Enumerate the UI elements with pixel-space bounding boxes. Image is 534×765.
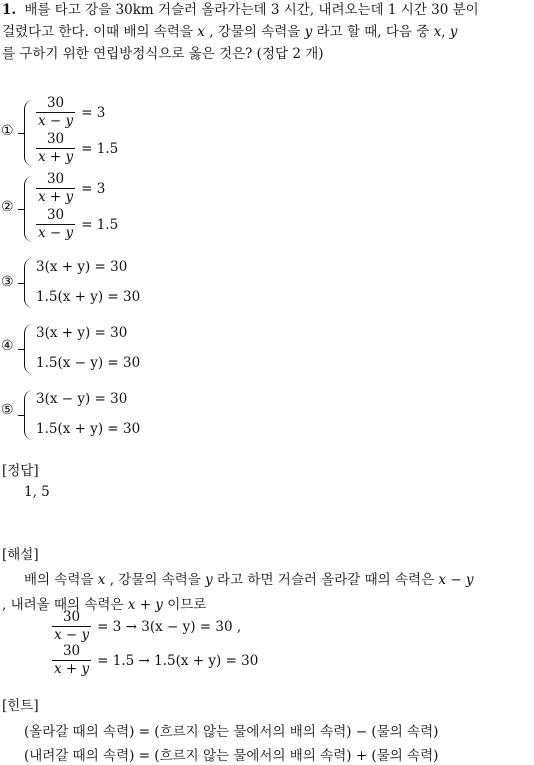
expression: x − y: [438, 572, 474, 588]
fraction: [36, 172, 75, 205]
fraction: [52, 644, 91, 677]
question-text-1: 배를 타고 강을 30km 거슬러 올라가는데 3 시간, 내려오는데 1 시간 30 분이: [24, 2, 479, 18]
numerator: 30: [46, 171, 65, 187]
denominator: x + y: [38, 149, 74, 165]
option-5-eq2: 1.5(x + y) = 30: [36, 421, 141, 437]
option-5-eq1: 3(x − y) = 30: [36, 391, 128, 407]
question-number: 1.: [2, 2, 17, 18]
rhs: = 3: [81, 180, 106, 197]
var-x: x: [197, 24, 205, 40]
explanation-label: [해설]: [2, 547, 39, 563]
text: 라고 하면 거슬러 올라갈 때의 속력은: [212, 572, 439, 588]
numerator: 30: [46, 95, 65, 111]
fraction: [36, 208, 75, 241]
brace: [24, 176, 33, 242]
option-2[interactable]: [0, 172, 240, 246]
brace: [24, 390, 33, 440]
option-4-eq2: 1.5(x − y) = 30: [36, 355, 141, 371]
fraction: [36, 96, 75, 129]
answer-label: [정답]: [2, 463, 39, 479]
question-line-1: [2, 0, 479, 20]
rhs: = 3 → 3(x − y) = 30 ,: [97, 618, 242, 635]
option-mark-4: ④: [1, 338, 14, 354]
option-3-eq1: 3(x + y) = 30: [36, 259, 128, 275]
question-text-2b: , 강물의 속력을: [204, 24, 305, 40]
expression: x + y: [127, 597, 163, 613]
answer-value: 1, 5: [24, 484, 50, 500]
text: , 강물의 속력을: [105, 572, 206, 588]
denominator: x − y: [38, 113, 74, 129]
fraction: [52, 610, 91, 643]
option-1[interactable]: [0, 96, 240, 170]
comma: ,: [441, 24, 450, 40]
option-4[interactable]: [0, 322, 240, 378]
hint-line-2: (내려갈 때의 속력) = (흐르지 않는 물에서의 배의 속력) + (물의 속력): [24, 748, 439, 764]
rhs: = 1.5 → 1.5(x + y) = 30: [97, 652, 259, 669]
denominator: x + y: [38, 189, 74, 205]
numerator: 30: [62, 643, 81, 659]
option-2-eq2: [36, 208, 118, 241]
option-1-eq1: [36, 96, 105, 129]
numerator: 30: [46, 207, 65, 223]
question-line-2: [2, 22, 457, 42]
var-x-2: x: [433, 24, 442, 40]
var-x: x: [97, 572, 106, 588]
option-1-eq2: [36, 132, 118, 165]
question-text-3: 를 구하기 위한 연립방정식으로 옳은 것은? (정답 2 개): [2, 46, 324, 62]
denominator: x − y: [38, 225, 74, 241]
fraction: [36, 132, 75, 165]
question-line-3: [2, 44, 324, 64]
option-3-eq2: 1.5(x + y) = 30: [36, 289, 141, 305]
brace: [24, 324, 33, 374]
text: 이므로: [162, 597, 207, 613]
var-y: y: [304, 24, 313, 40]
option-mark-5: ⑤: [1, 402, 14, 418]
brace: [24, 258, 33, 308]
option-3[interactable]: [0, 256, 240, 312]
option-5[interactable]: [0, 388, 240, 444]
denominator: x − y: [54, 627, 90, 643]
option-2-eq1: [36, 172, 105, 205]
hint-line-1: (올라갈 때의 속력) = (흐르지 않는 물에서의 배의 속력) − (물의 속력): [24, 724, 439, 740]
explanation-eq-1: [52, 610, 241, 643]
text: , 내려올 때의 속력은: [2, 597, 128, 613]
brace: [24, 100, 33, 166]
option-mark-3: ③: [1, 274, 14, 290]
question-text-2a: 걸렸다고 한다. 이때 배의 속력을: [2, 24, 198, 40]
rhs: = 1.5: [81, 216, 119, 233]
hint-label: [힌트]: [2, 698, 39, 714]
text: 배의 속력을: [24, 572, 98, 588]
var-y: y: [205, 572, 213, 588]
option-4-eq1: 3(x + y) = 30: [36, 325, 128, 341]
question-text-2c: 라고 할 때, 다음 중: [312, 24, 434, 40]
option-mark-1: ①: [1, 123, 14, 139]
explanation-line-1: [24, 568, 474, 588]
rhs: = 1.5: [81, 140, 119, 157]
rhs: = 3: [81, 104, 106, 121]
numerator: 30: [62, 609, 81, 625]
numerator: 30: [46, 131, 65, 147]
explanation-eq-2: [52, 644, 258, 677]
var-y-2: y: [449, 24, 458, 40]
option-mark-2: ②: [1, 199, 14, 215]
denominator: x + y: [54, 661, 90, 677]
